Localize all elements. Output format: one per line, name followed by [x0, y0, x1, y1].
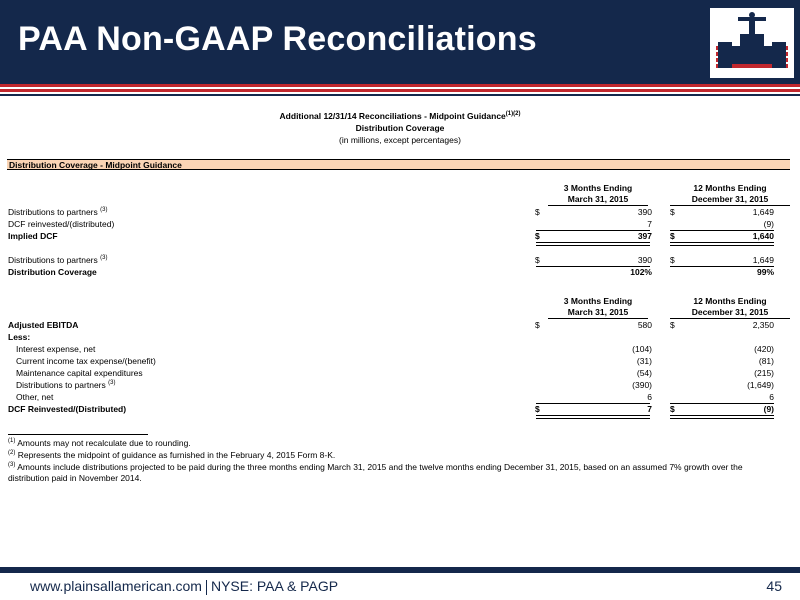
value-3m: 580 [637, 320, 652, 330]
row-label: DCF Reinvested/(Distributed) [8, 404, 127, 414]
report-heading [0, 110, 800, 146]
value-3m: 7 [647, 219, 652, 229]
section-bar: Distribution Coverage - Midpoint Guidance [7, 159, 790, 170]
footnote-rule [8, 434, 148, 435]
value-12m: (215) [754, 368, 774, 378]
col-header-3m-1 [548, 183, 648, 206]
value-12m: 6 [769, 392, 774, 402]
value-3m: (104) [632, 344, 652, 354]
value-3m: 390 [637, 255, 652, 265]
valve-logo-icon [710, 8, 794, 78]
footnote-text: Amounts may not recalculate due to rounding. [17, 438, 191, 448]
dollar-sign: $ [670, 255, 675, 265]
row-label: Distributions to partners [8, 207, 98, 217]
value-3m: 7 [647, 404, 652, 414]
slide-header [0, 0, 800, 84]
value-12m: 2,350 [752, 320, 774, 330]
footer [30, 578, 338, 595]
dollar-sign: $ [535, 231, 540, 241]
col-header-3m-line2: March 31, 2015 [548, 194, 648, 206]
dollar-sign: $ [670, 404, 675, 414]
row-label: Interest expense, net [16, 344, 96, 354]
table-row [8, 230, 790, 242]
row-label: Maintenance capital expenditures [16, 368, 143, 378]
value-3m: 102% [630, 267, 652, 277]
table-row [8, 367, 790, 379]
row-label: Distributions to partners [8, 255, 98, 265]
value-12m: (1,649) [747, 380, 774, 390]
footnote-3 [8, 462, 778, 484]
footer-rule [0, 567, 800, 573]
footnote-1 [8, 438, 778, 449]
header-stripes [0, 84, 800, 98]
table-row [8, 403, 790, 415]
value-3m: (54) [636, 368, 652, 378]
value-12m: 99% [756, 267, 774, 277]
dollar-sign: $ [670, 320, 675, 330]
row-label: DCF reinvested/(distributed) [8, 219, 115, 229]
footnote-mark: (1) [8, 438, 16, 444]
heading-line-1: Additional 12/31/14 Reconciliations - Midpoint Guidance [279, 111, 506, 121]
col-header-3m-line1: 3 Months Ending [563, 296, 633, 306]
row-label: Other, net [16, 392, 54, 402]
heading-footnote-marks: (1)(2) [505, 111, 521, 117]
footnote-mark: (2) [8, 450, 16, 456]
row-label: Distributions to partners [16, 380, 106, 390]
row-footnote-mark: (3) [100, 207, 108, 213]
table-row [8, 206, 790, 218]
value-12m: (81) [758, 356, 774, 366]
row-label: Distribution Coverage [8, 267, 97, 277]
dollar-sign: $ [535, 207, 540, 217]
footnote-2 [8, 450, 778, 461]
total-rule [670, 242, 774, 246]
row-label: Current income tax expense/(benefit) [16, 356, 156, 366]
company-logo [710, 8, 794, 78]
table-row [8, 254, 790, 266]
total-rule [536, 242, 650, 246]
dollar-sign: $ [535, 320, 540, 330]
total-rule [670, 415, 774, 419]
footer-separator [206, 580, 207, 595]
table-row [8, 266, 790, 278]
table-row [8, 319, 790, 331]
table-row [8, 331, 790, 343]
col-header-12m-line2: December 31, 2015 [670, 307, 790, 319]
table-row [8, 391, 790, 403]
dollar-sign: $ [535, 255, 540, 265]
value-3m: (390) [632, 380, 652, 390]
value-12m: 1,649 [752, 255, 774, 265]
table-row [8, 343, 790, 355]
col-header-12m-1 [670, 183, 790, 206]
col-header-3m-2 [548, 296, 648, 319]
footnote-text: Represents the midpoint of guidance as furnished in the February 4, 2015 Form 8-K. [17, 450, 336, 460]
value-12m: 1,640 [752, 231, 774, 241]
col-header-3m-line2: March 31, 2015 [548, 307, 648, 319]
slide-title: PAA Non-GAAP Reconciliations [18, 20, 537, 58]
footer-url-link[interactable]: www.plainsallamerican.com [30, 578, 202, 594]
row-label: Less: [8, 332, 31, 342]
value-3m: 390 [637, 207, 652, 217]
col-header-12m-line2: December 31, 2015 [670, 194, 790, 206]
dollar-sign: $ [535, 404, 540, 414]
heading-line-2: Distribution Coverage [355, 123, 445, 133]
value-12m: (420) [754, 344, 774, 354]
heading-line-3: (in millions, except percentages) [339, 135, 461, 145]
value-3m: 397 [637, 231, 652, 241]
table-row [8, 355, 790, 367]
footnote-text: Amounts include distributions projected to be paid during the three months ending March 31, 2015 and the twelve months ending December 31, 2015, based on an assumed 7% growth over the distribution paid in November 2014. [8, 462, 743, 483]
row-label: Adjusted EBITDA [8, 320, 79, 330]
value-12m: (9) [763, 219, 774, 229]
footer-ticker: NYSE: PAA & PAGP [210, 578, 339, 594]
col-header-12m-2 [670, 296, 790, 319]
row-footnote-mark: (3) [100, 255, 108, 261]
total-rule [536, 415, 650, 419]
row-label: Implied DCF [8, 231, 58, 241]
col-header-12m-line1: 12 Months Ending [693, 183, 767, 193]
footnote-mark: (3) [8, 462, 16, 468]
table-row [8, 218, 790, 230]
dollar-sign: $ [670, 207, 675, 217]
row-footnote-mark: (3) [108, 380, 116, 386]
dollar-sign: $ [670, 231, 675, 241]
table-row [8, 379, 790, 391]
value-12m: 1,649 [752, 207, 774, 217]
value-12m: (9) [763, 404, 774, 414]
col-header-12m-line1: 12 Months Ending [693, 296, 767, 306]
col-header-3m-line1: 3 Months Ending [563, 183, 633, 193]
value-3m: (31) [636, 356, 652, 366]
value-3m: 6 [647, 392, 652, 402]
page-number: 45 [766, 578, 782, 594]
